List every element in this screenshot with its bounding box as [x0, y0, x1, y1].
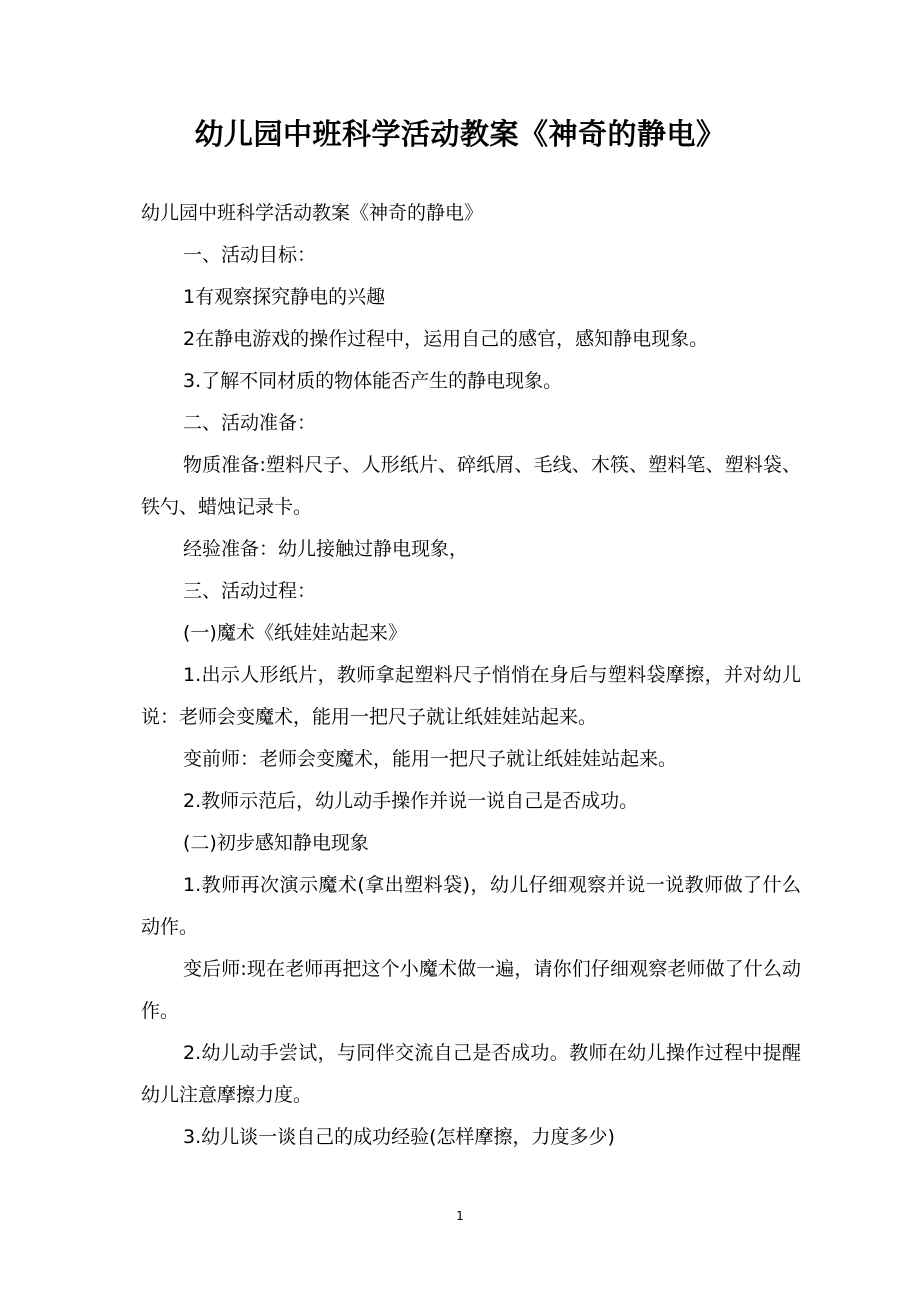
subsection-heading: (一)魔术《纸娃娃站起来》	[183, 622, 407, 644]
page-number: 1	[456, 1209, 464, 1223]
paragraph: 经验准备：幼儿接触过静电现象，	[183, 538, 469, 560]
paragraph: 2.幼儿动手尝试，与同伴交流自己是否成功。教师在幼儿操作过程中提醒幼儿注意摩擦力度。	[141, 1042, 801, 1106]
paragraph: 3.了解不同材质的物体能否产生的静电现象。	[183, 370, 563, 392]
paragraph: 1.教师再次演示魔术(拿出塑料袋)，幼儿仔细观察并说一说教师做了什么动作。	[141, 874, 801, 938]
paragraph: 幼儿园中班科学活动教案《神奇的静电》	[141, 202, 484, 224]
paragraph: 1.出示人形纸片，教师拿起塑料尺子悄悄在身后与塑料袋摩擦，并对幼儿说：老师会变魔术，能用一把尺子就让纸娃娃站起来。	[141, 664, 801, 728]
section-heading: 二、活动准备：	[183, 412, 317, 434]
paragraph: 2在静电游戏的操作过程中，运用自己的感官，感知静电现象。	[183, 328, 709, 350]
section-heading: 一、活动目标：	[183, 244, 317, 266]
paragraph: 1有观察探究静电的兴趣	[183, 286, 386, 308]
document-title: 幼儿园中班科学活动教案《神奇的静电》	[194, 117, 726, 151]
paragraph: 变后师:现在老师再把这个小魔术做一遍，请你们仔细观察老师做了什么动作。	[141, 958, 801, 1022]
paragraph: 2.教师示范后，幼儿动手操作并说一说自己是否成功。	[183, 790, 639, 812]
document-body	[141, 192, 801, 1158]
section-heading: 三、活动过程：	[183, 580, 317, 602]
paragraph: 3.幼儿谈一谈自己的成功经验(怎样摩擦，力度多少)	[183, 1126, 615, 1148]
subsection-heading: (二)初步感知静电现象	[183, 832, 369, 854]
paragraph: 物质准备:塑料尺子、人形纸片、碎纸屑、毛线、木筷、塑料笔、塑料袋、铁勺、蜡烛记录卡。	[141, 454, 801, 518]
paragraph: 变前师：老师会变魔术，能用一把尺子就让纸娃娃站起来。	[183, 748, 678, 770]
